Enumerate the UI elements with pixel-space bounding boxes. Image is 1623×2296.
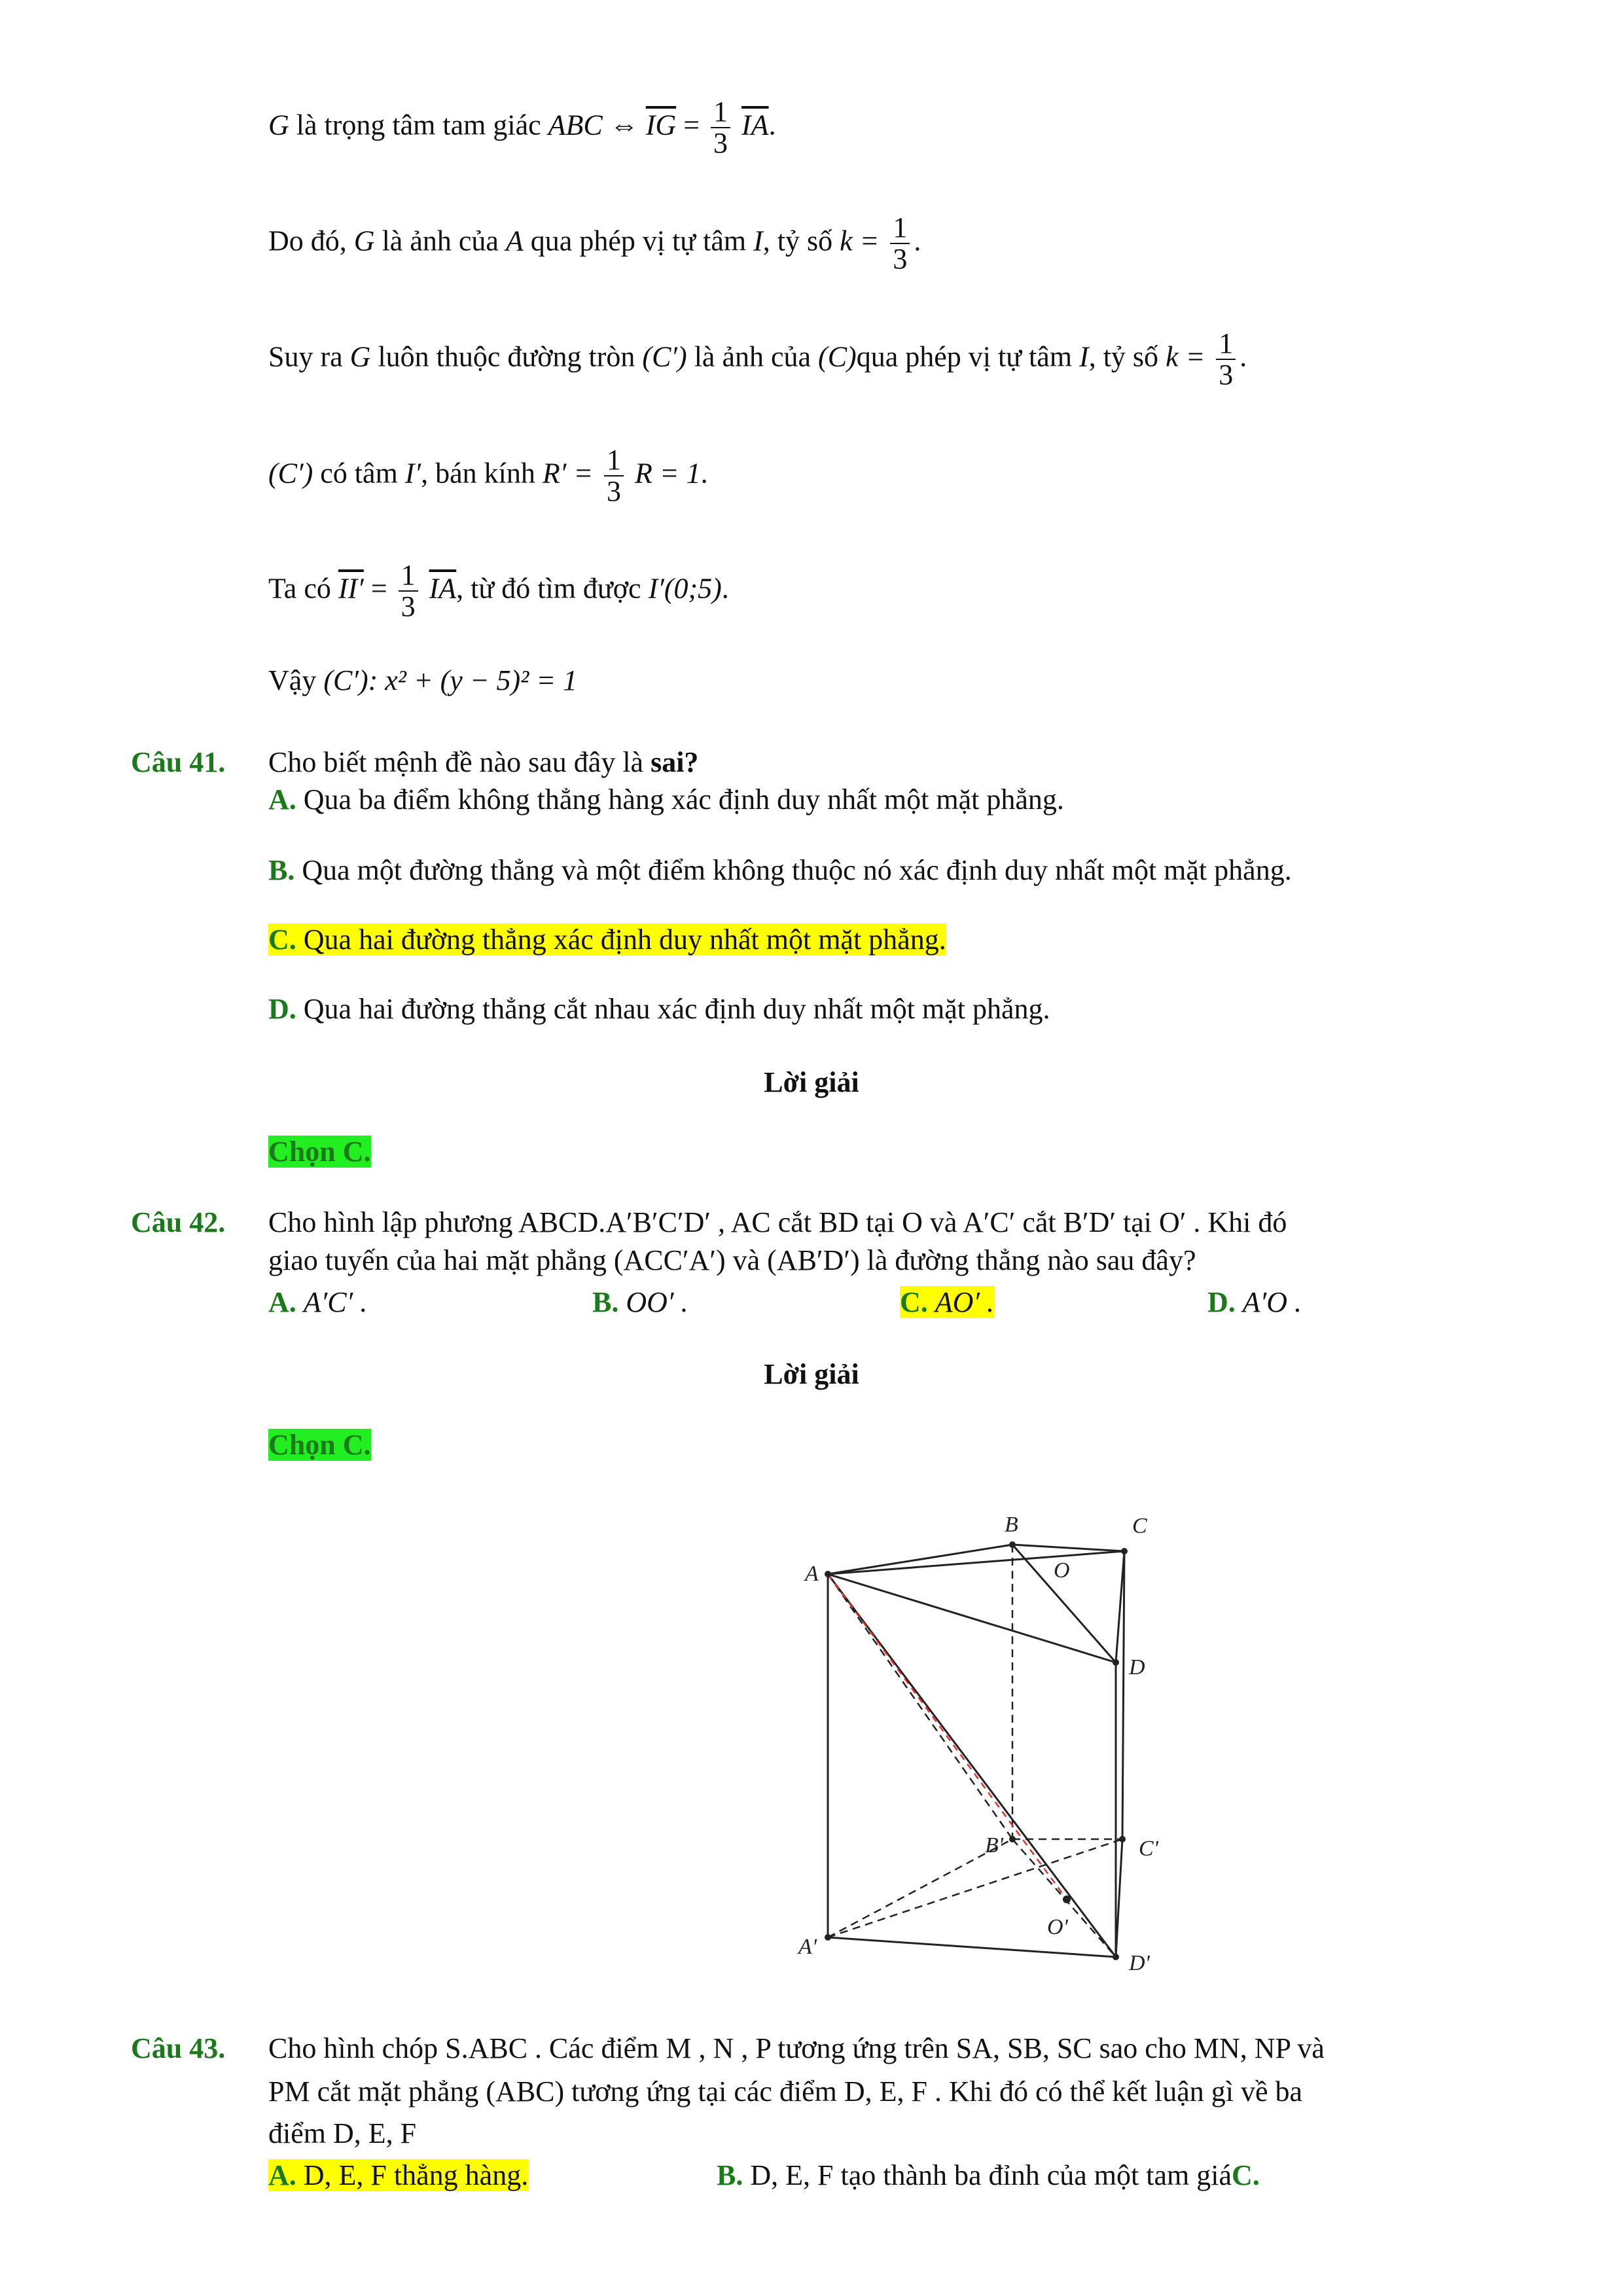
q42-option-d[interactable]: [1207, 1288, 1302, 1317]
fraction: $\frac{1}{3}$: [890, 213, 910, 274]
vector-ii1: II′: [338, 572, 364, 605]
var-k: k =: [1166, 340, 1205, 373]
q41-answer: [268, 1138, 371, 1166]
var-g: G: [268, 109, 289, 141]
period: .: [700, 457, 708, 490]
eq: =: [370, 572, 387, 605]
q41-option-d[interactable]: [268, 995, 1050, 1024]
q41-option-c[interactable]: [268, 925, 946, 954]
point-a1: [825, 1934, 831, 1941]
sol-line-4: [268, 445, 708, 507]
option-text: D, E, F thẳng hàng.: [303, 2159, 529, 2191]
edge-ac: [828, 1551, 1124, 1574]
circle-c1: (C′): [642, 340, 687, 373]
text: Suy ra: [268, 340, 343, 373]
option-tail: C.: [1231, 2159, 1260, 2191]
line-ao1: [828, 1574, 1067, 1899]
answer-choice: Chọn C.: [268, 1429, 371, 1461]
circle-c: (C): [818, 340, 857, 373]
highlight: [268, 2159, 528, 2191]
text: là trọng tâm tam giác: [296, 109, 541, 141]
point-c1: [1119, 1836, 1126, 1842]
text: qua phép vị tự tâm: [530, 224, 747, 257]
label-c: C: [1132, 1514, 1147, 1538]
option-text: A′C′ .: [303, 1286, 368, 1318]
question-label: Câu 42.: [131, 1206, 226, 1238]
q41-solution-title: Lời giải: [764, 1066, 859, 1098]
option-letter: A.: [268, 2159, 296, 2191]
q41-stem: [131, 746, 699, 778]
cube-figure: [668, 1499, 1191, 1977]
q42-option-c[interactable]: [900, 1288, 994, 1317]
edge-ad1: [828, 1574, 1116, 1957]
option-letter: A.: [268, 1286, 296, 1318]
option-text: AO′ .: [935, 1286, 995, 1318]
option-text: Qua ba điểm không thẳng hàng xác định duy nhất một mặt phẳng.: [303, 783, 1064, 816]
highlight: [900, 1286, 994, 1318]
edge-a1d1: [828, 1937, 1116, 1957]
text: , tỷ số: [762, 224, 833, 257]
text: là ảnh của: [382, 224, 499, 257]
label-c1: C': [1139, 1837, 1158, 1861]
sol-line-1: [268, 97, 776, 158]
label-b1: B': [985, 1833, 1004, 1857]
point-d1: [1113, 1954, 1119, 1960]
q43-option-b[interactable]: [717, 2161, 1260, 2190]
var-g: G: [353, 224, 375, 257]
text: , tỷ số: [1088, 340, 1159, 373]
q43-option-a[interactable]: [268, 2161, 528, 2190]
option-text: OO′ .: [626, 1286, 688, 1318]
edge-ab: [828, 1545, 1012, 1574]
period: .: [1240, 340, 1247, 373]
fraction: $\frac{1}{3}$: [399, 560, 418, 622]
point-o1: [1063, 1895, 1071, 1903]
label-d: D: [1129, 1655, 1145, 1679]
period: .: [721, 572, 729, 605]
circle-c1: (C′): [268, 457, 313, 490]
label-a: A: [805, 1562, 819, 1586]
label-d1: D': [1129, 1951, 1150, 1975]
text: luôn thuộc đường tròn: [378, 340, 635, 373]
q41-stem-text: [268, 748, 698, 777]
answer-choice: Chọn C.: [268, 1136, 371, 1168]
text: , bán kính: [421, 457, 535, 490]
text: , từ đó tìm được: [456, 572, 641, 605]
question-label: Câu 41.: [131, 746, 226, 778]
period: .: [914, 224, 921, 257]
q42-stem-1: [131, 1206, 1287, 1238]
var-i: I: [1079, 340, 1089, 373]
edge-ad: [828, 1574, 1116, 1662]
option-text: D, E, F tạo thành ba đỉnh của một tam giá: [750, 2159, 1232, 2191]
eq: =: [683, 109, 700, 141]
text: là ảnh của: [694, 340, 812, 373]
text: Vậy: [268, 664, 317, 696]
var-abc: ABC: [548, 109, 603, 141]
label-a1: A': [798, 1935, 817, 1959]
q42-stem-2: giao tuyến của hai mặt phẳng (ACC′A′) và (AB′D′) là đường thẳng nào sau đây?: [268, 1244, 1196, 1276]
option-letter: C.: [268, 924, 296, 956]
option-text: A′O .: [1242, 1286, 1302, 1318]
option-letter: B.: [268, 854, 295, 886]
sol-line-6: [268, 666, 577, 695]
sol-line-3: [268, 329, 1247, 390]
q43-stem-2: PM cắt mặt phẳng (ABC) tương ứng tại các điểm D, E, F . Khi đó có thể kết luận gì về ba: [268, 2075, 1303, 2108]
iff-symbol: ⇔: [609, 109, 639, 141]
option-letter: D.: [1207, 1286, 1236, 1318]
period: .: [768, 109, 776, 141]
q41-option-b[interactable]: [268, 856, 1292, 885]
var-i: I: [753, 224, 763, 257]
point-c: [1121, 1548, 1128, 1554]
option-text: Qua một đường thẳng và một điểm không thuộc nó xác định duy nhất một mặt phẳng.: [302, 854, 1292, 886]
q43-stem-1: [131, 2032, 1325, 2064]
q42-option-a[interactable]: [268, 1288, 367, 1317]
option-letter: B.: [717, 2159, 743, 2191]
stem-text: Cho hình chóp S.ABC . Các điểm M , N , P tương ứng trên SA, SB, SC sao cho MN, NP và: [268, 2032, 1325, 2064]
var-a: A: [505, 224, 524, 257]
var-i1: I′: [404, 457, 421, 490]
vector-ia: $\overline{IA}$: [429, 572, 457, 605]
text: Ta có: [268, 572, 331, 605]
point-i1: I′(0;5): [648, 572, 722, 605]
var-r: R = 1: [635, 457, 701, 490]
sol-line-5: [268, 560, 729, 622]
circle-equation: (C′): x² + (y − 5)² = 1: [323, 664, 578, 696]
q42-option-b[interactable]: [592, 1288, 688, 1317]
text: Do đó,: [268, 224, 347, 257]
q41-option-a[interactable]: [268, 785, 1064, 814]
stem-bold: sai?: [651, 746, 699, 778]
fraction: $\frac{1}{3}$: [1216, 329, 1236, 390]
point-d: [1113, 1659, 1119, 1666]
q42-answer: [268, 1431, 371, 1460]
var-g: G: [349, 340, 371, 373]
option-letter: C.: [900, 1286, 928, 1318]
option-letter: B.: [592, 1286, 619, 1318]
option-text: Qua hai đường thẳng xác định duy nhất một mặt phẳng.: [303, 924, 946, 956]
label-o1: O': [1047, 1915, 1068, 1939]
sol-line-2: [268, 213, 921, 274]
point-a: [825, 1571, 831, 1577]
vector-ia: $\overline{IA}$: [741, 109, 769, 141]
edge-a1c1: [828, 1839, 1122, 1937]
option-text: Qua hai đường thẳng cắt nhau xác định duy nhất một mặt phẳng.: [303, 993, 1050, 1025]
highlight: [268, 924, 946, 956]
option-letter: D.: [268, 993, 296, 1025]
q42-solution-title: Lời giải: [764, 1358, 859, 1390]
edge-ab1: [828, 1574, 1012, 1839]
fraction: $\frac{1}{3}$: [604, 445, 624, 507]
text: qua phép vị tự tâm: [856, 340, 1073, 373]
text: có tâm: [320, 457, 398, 490]
q43-stem-3: điểm D, E, F: [268, 2117, 417, 2149]
stem-text: Cho hình lập phương ABCD.A′B′C′D′ , AC cắt BD tại O và A′C′ cắt B′D′ tại O′ . Khi đó: [268, 1206, 1287, 1238]
vector-ig: $\overline{IG}$: [645, 109, 677, 141]
fraction: $\frac{1}{3}$: [711, 97, 730, 158]
var-k: k =: [840, 224, 880, 257]
option-letter: A.: [268, 783, 296, 816]
question-label: Câu 43.: [131, 2032, 226, 2064]
edge-bc: [1012, 1545, 1124, 1551]
var-r1: R′ =: [542, 457, 594, 490]
label-o: O: [1054, 1558, 1070, 1583]
edge-cc1: [1122, 1551, 1124, 1839]
point-b: [1009, 1541, 1016, 1548]
label-b: B: [1005, 1513, 1018, 1537]
point-b1: [1009, 1836, 1016, 1842]
stem-text: Cho biết mệnh đề nào sau đây là: [268, 746, 644, 778]
